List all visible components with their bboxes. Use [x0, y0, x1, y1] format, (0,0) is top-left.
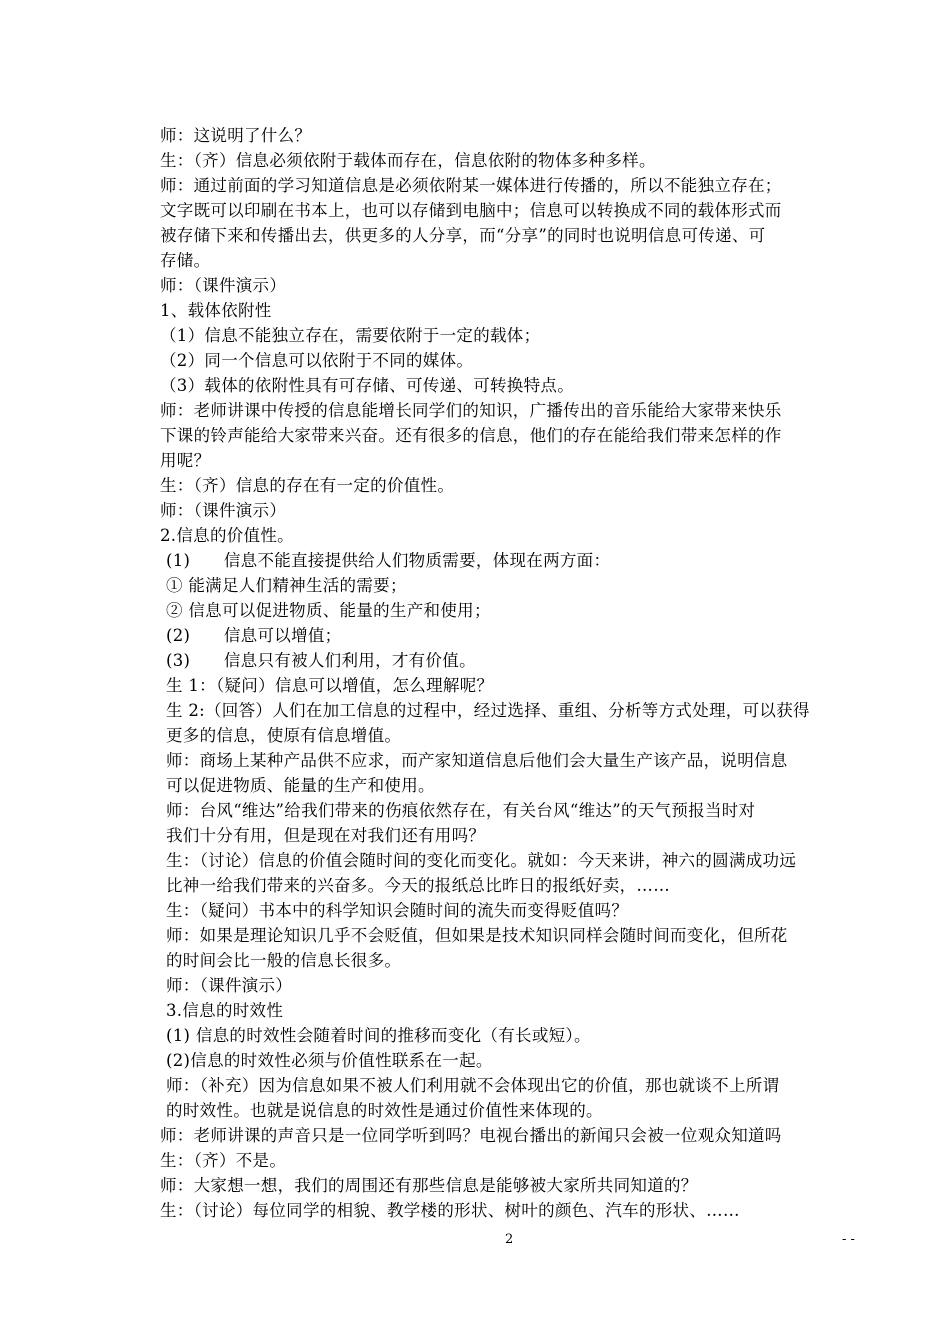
- text-line: 师：老师讲课中传授的信息能增长同学们的知识，广播传出的音乐能给大家带来快乐: [160, 401, 782, 420]
- text-line: 存储。: [160, 251, 211, 270]
- text-line: 用呢？: [160, 451, 211, 470]
- text-line: 师：老师讲课的声音只是一位同学听到吗？电视台播出的新闻只会被一位观众知道吗: [160, 1126, 782, 1145]
- list-item: （2）同一个信息可以依附于不同的媒体。: [160, 351, 474, 370]
- text-line: 师：（课件演示）: [160, 276, 287, 295]
- text-line: 的时间会比一般的信息长很多。: [166, 951, 402, 970]
- section-heading: 2.信息的价值性。: [160, 526, 294, 545]
- footer-mark: - -: [842, 1232, 855, 1247]
- text-line: 被存储下来和传播出去，供更多的人分享，而“分享”的同时也说明信息可传递、可: [160, 226, 766, 245]
- page-number: 2: [505, 1232, 514, 1247]
- list-item: (1) 信息不能直接提供给人们物质需要，体现在两方面：: [166, 551, 611, 570]
- text-line: 师：这说明了什么？: [160, 126, 312, 145]
- text-line: 师：大家想一想，我们的周围还有那些信息是能够被大家所共同知道的？: [160, 1176, 698, 1195]
- text-line: 更多的信息，使原有信息增值。: [166, 726, 402, 745]
- text-line: 师：如果是理论知识几乎不会贬值，但如果是技术知识同样会随时间而变化，但所花: [166, 926, 788, 945]
- section-heading: 1、载体依附性: [160, 301, 272, 320]
- text-line: 文字既可以印刷在书本上，也可以存储到电脑中；信息可以转换成不同的载体形式而: [160, 201, 782, 220]
- text-line: 师：通过前面的学习知道信息是必须依附某一媒体进行传播的，所以不能独立存在；: [160, 176, 782, 195]
- list-item: ① 能满足人们精神生活的需要；: [166, 576, 407, 595]
- text-line: 生：（齐）信息必须依附于载体而存在，信息依附的物体多种多样。: [160, 151, 656, 170]
- list-item: (3) 信息只有被人们利用，才有价值。: [166, 651, 476, 670]
- text-line: 生 2:（回答）人们在加工信息的过程中，经过选择、重组、分析等方式处理，可以获得: [166, 701, 810, 720]
- text-line: 生：（齐）不是。: [160, 1151, 287, 1170]
- text-line: 比神一给我们带来的兴奋多。今天的报纸总比昨日的报纸好卖，……: [166, 876, 670, 895]
- text-line: 可以促进物质、能量的生产和使用。: [166, 776, 435, 795]
- section-heading: 3.信息的时效性: [166, 1001, 284, 1020]
- list-item: (2)信息的时效性必须与价值性联系在一起。: [166, 1051, 493, 1070]
- text-line: 下课的铃声能给大家带来兴奋。还有很多的信息，他们的存在能给我们带来怎样的作: [160, 426, 782, 445]
- text-line: 师：台风“维达”给我们带来的伤痕依然存在，有关台风“维达”的天气预报当时对: [166, 801, 756, 820]
- text-line: 我们十分有用，但是现在对我们还有用吗？: [166, 826, 486, 845]
- text-line: 师：（课件演示）: [160, 501, 287, 520]
- text-line: 生：（齐）信息的存在有一定的价值性。: [160, 476, 455, 495]
- list-item: （3）载体的依附性具有可存储、可传递、可转换特点。: [160, 376, 574, 395]
- list-item: (1) 信息的时效性会随着时间的推移而变化（有长或短）。: [166, 1026, 591, 1045]
- list-item: ② 信息可以促进物质、能量的生产和使用；: [166, 601, 491, 620]
- text-line: 生 1：（疑问）信息可以增值，怎么理解呢？: [166, 676, 494, 695]
- text-line: 师：（课件演示）: [166, 976, 293, 995]
- text-line: 的时效性。也就是说信息的时效性是通过价值性来体现的。: [166, 1101, 603, 1120]
- text-line: 师：商场上某种产品供不应求，而产家知道信息后他们会大量生产该产品，说明信息: [166, 751, 788, 770]
- text-line: 生：（疑问）书本中的科学知识会随时间的流失而变得贬值吗？: [166, 901, 629, 920]
- text-line: 师：（补充）因为信息如果不被人们利用就不会体现出它的价值，那也就谈不上所谓: [166, 1076, 780, 1095]
- list-item: （1）信息不能独立存在，需要依附于一定的载体；: [160, 326, 541, 345]
- text-line: 生：（讨论）每位同学的相貌、教学楼的形状、树叶的颜色、汽车的形状、……: [160, 1201, 740, 1220]
- list-item: (2) 信息可以增值；: [166, 626, 342, 645]
- text-line: 生：（讨论）信息的价值会随时间的变化而变化。就如：今天来讲，神六的圆满成功远: [166, 851, 797, 870]
